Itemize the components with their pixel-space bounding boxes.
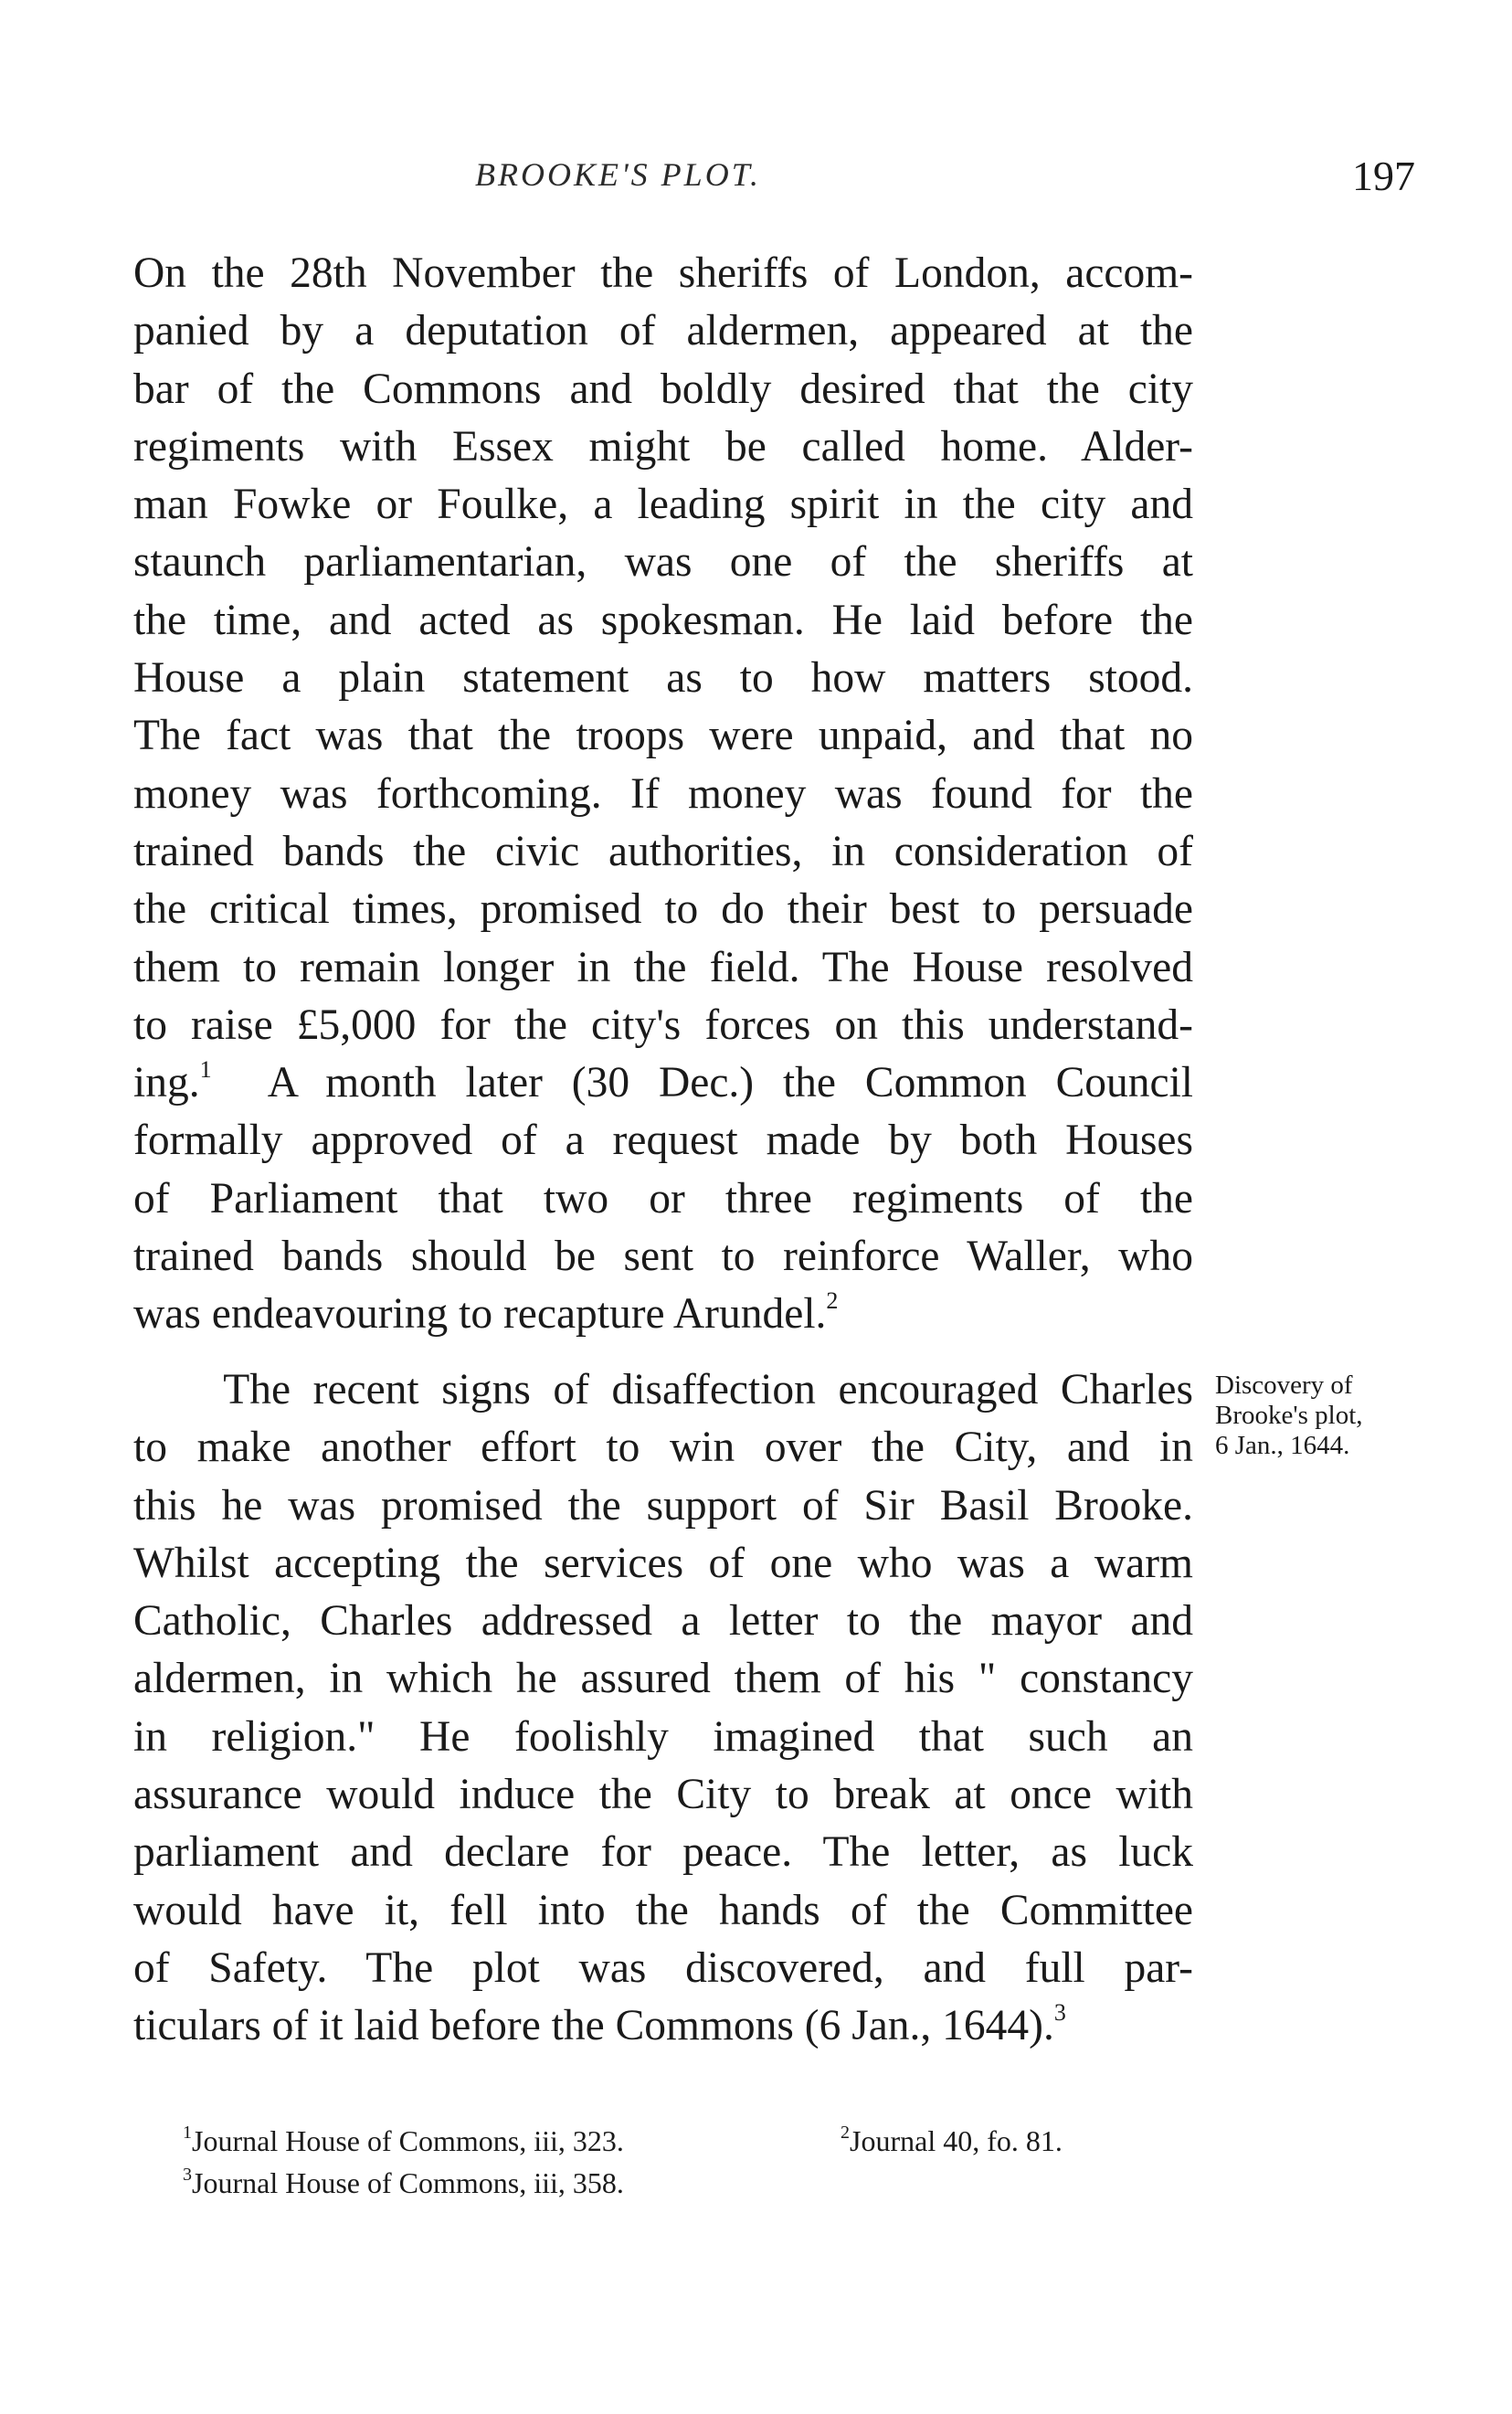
text-fragment: A month later (30 Dec.) the Common Council xyxy=(267,1059,1193,1107)
footnote-3 xyxy=(183,2162,624,2204)
paragraph-2 xyxy=(133,1361,1193,2056)
text-line: formally approved of a request made by both Houses xyxy=(133,1117,1193,1165)
text-line: bar of the Commons and boldly desired that the city xyxy=(133,365,1193,413)
text-fragment: ing. xyxy=(133,1059,200,1107)
text-line xyxy=(133,1286,1193,1343)
footnote-text: Journal House of Commons, iii, 358. xyxy=(192,2166,624,2199)
text-line: in religion." He foolishly imagined that such an xyxy=(133,1712,1193,1761)
text-line: panied by a deputation of aldermen, appeared at the xyxy=(133,307,1193,355)
running-head xyxy=(0,155,1512,210)
text-line: money was forthcoming. If money was found for the xyxy=(133,769,1193,818)
text-fragment: ticulars of it laid before the Commons (6 Jan., 1644). xyxy=(133,2002,1054,2050)
text-line: of Parliament that two or three regiments of the xyxy=(133,1174,1193,1223)
text-line: parliament and declare for peace. The letter, as luck xyxy=(133,1828,1193,1877)
paragraph-1 xyxy=(133,245,1193,1344)
footnote-ref-2: 2 xyxy=(826,1287,839,1315)
margin-sidenote xyxy=(1215,1371,1453,1461)
text-line: man Fowke or Foulke, a leading spirit in the city and xyxy=(133,481,1193,529)
footnote-mark: 1 xyxy=(183,2123,192,2143)
text-line: of Safety. The plot was discovered, and full par- xyxy=(133,1943,1193,1992)
text-line: would have it, fell into the hands of the Committee xyxy=(133,1886,1193,1934)
text-line: to raise £5,000 for the city's forces on this understand- xyxy=(133,1001,1193,1049)
footnote-ref-1: 1 xyxy=(199,1056,212,1084)
text-line: the critical times, promised to do their best to persuade xyxy=(133,885,1193,934)
text-line: Whilst accepting the services of one who was a warm xyxy=(133,1539,1193,1587)
footnote-text: Journal 40, fo. 81. xyxy=(850,2124,1063,2157)
footnote-mark: 2 xyxy=(841,2123,850,2143)
text-line: the time, and acted as spokesman. He laid before the xyxy=(133,596,1193,644)
footnotes xyxy=(183,2120,1188,2204)
text-fragment: was endeavouring to recapture Arundel. xyxy=(133,1290,827,1339)
text-line: regiments with Essex might be called home. Alder- xyxy=(133,422,1193,471)
text-fragment: The recent signs of disaffection encouraged Charles xyxy=(223,1366,1193,1413)
text-line: to make another effort to win over the City, and in xyxy=(133,1424,1193,1472)
text-line: them to remain longer in the field. The House resolved xyxy=(133,943,1193,991)
footnote-text: Journal House of Commons, iii, 323. xyxy=(192,2124,624,2157)
text-line: House a plain statement as to how matters stood. xyxy=(133,654,1193,703)
text-line: Catholic, Charles addressed a letter to the mayor and xyxy=(133,1597,1193,1646)
sidenote-line: Brooke's plot, xyxy=(1215,1401,1363,1430)
footnote-ref-3: 3 xyxy=(1053,1999,1066,2027)
text-line: assurance would induce the City to break at once with xyxy=(133,1771,1193,1819)
text-line: trained bands the civic authorities, in consideration of xyxy=(133,827,1193,875)
footnote-mark: 3 xyxy=(183,2165,192,2185)
text-line xyxy=(133,1054,1193,1112)
running-title: BROOKE'S PLOT. xyxy=(475,156,762,193)
footnote-row xyxy=(183,2162,1188,2204)
footnote-row xyxy=(183,2120,1188,2162)
text-line: aldermen, in which he assured them of his " constancy xyxy=(133,1655,1193,1703)
text-line: The fact was that the troops were unpaid, and that no xyxy=(133,712,1193,760)
footnote-2 xyxy=(841,2120,1063,2162)
sidenote-line: 6 Jan., 1644. xyxy=(1215,1431,1350,1460)
footnote-1 xyxy=(183,2120,624,2162)
sidenote-line: Discovery of xyxy=(1215,1371,1353,1400)
page-number: 197 xyxy=(1352,153,1415,199)
text-line xyxy=(133,1361,1193,1419)
text-line: staunch parliamentarian, was one of the sheriffs at xyxy=(133,538,1193,587)
text-line: On the 28th November the sheriffs of London, accom- xyxy=(133,249,1193,297)
text-line xyxy=(133,1997,1193,2055)
text-line: trained bands should be sent to reinforce Waller, who xyxy=(133,1233,1193,1281)
text-line: this he was promised the support of Sir Basil Brooke. xyxy=(133,1481,1193,1530)
